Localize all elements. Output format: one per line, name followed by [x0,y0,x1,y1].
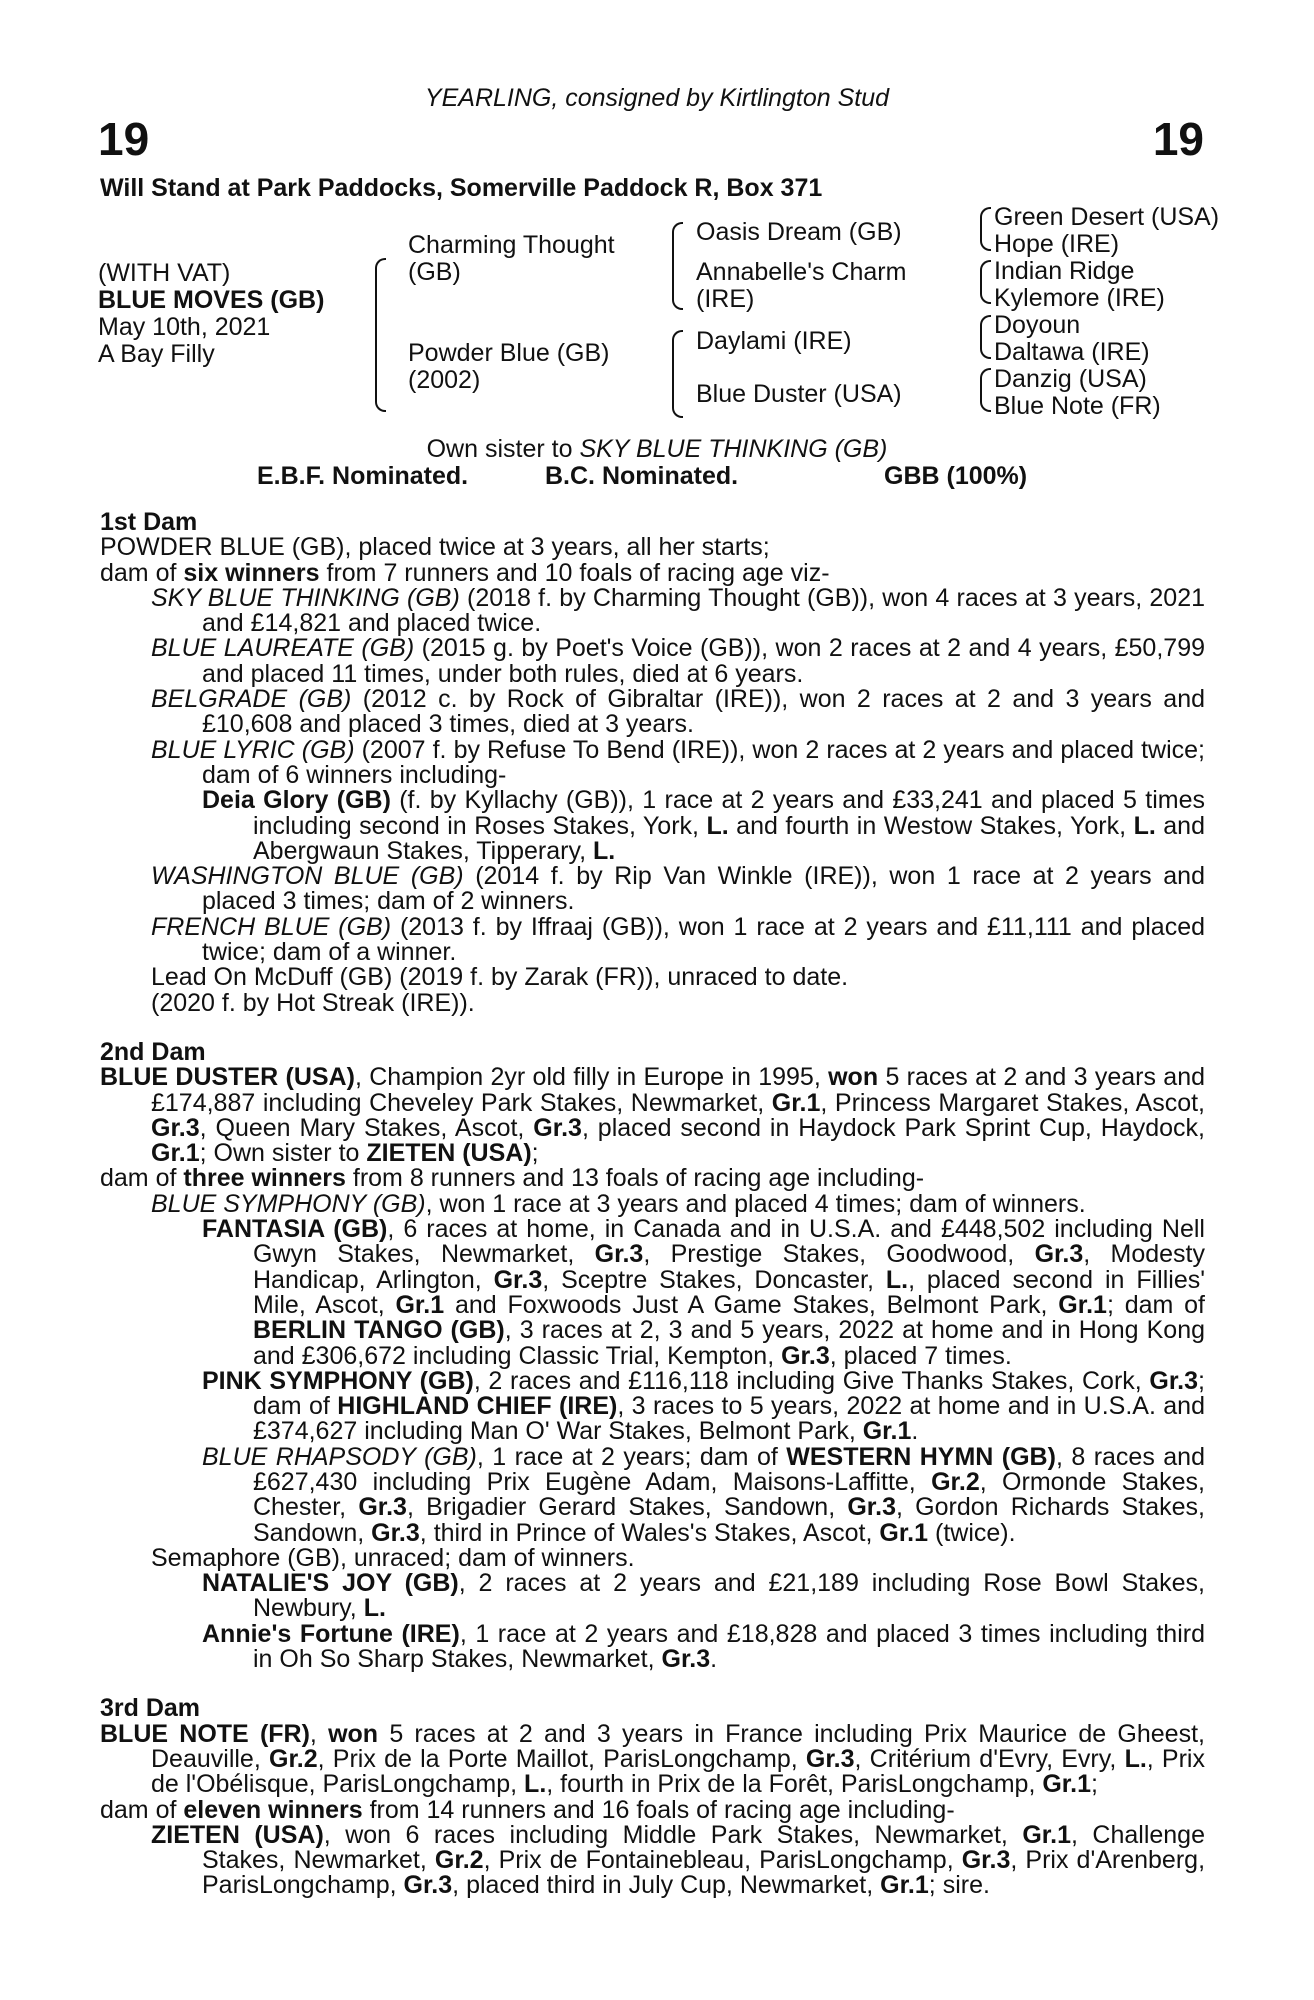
pedigree-brace-g4 [980,368,991,412]
catalogue-subtitle: YEARLING, consigned by Kirtlington Stud [424,84,890,112]
produce-blue-laureate: BLUE LAUREATE (GB) (2015 g. by Poet's Voice (GB)), won 2 races at 2 and 4 years, £50,799 and placed 11 times, under both rules, died at 6 years. [151,634,1205,688]
pedigree-dam-sire: Daylami (IRE) [696,327,852,355]
third-dam-blue-note: BLUE NOTE (FR), won 5 races at 2 and 3 years in France including Prix Maurice de Gheest, Deauville, Gr.2, Prix de la Porte Maillot, ParisLongchamp, Gr.3, Critérium d'Evry, Evry, L., Prix de l'Obélisque, ParisLongchamp, L., fourth in Prix de la Forêt, ParisLongchamp, Gr.1; [100,1719,1205,1799]
first-dam-produce-summary: dam of six winners from 7 runners and 10 foals of racing age viz- [100,558,830,587]
pedigree-gs4: Kylemore (IRE) [994,284,1165,312]
pedigree-brace-g1 [980,207,991,251]
pedigree-brace-dam [672,330,683,418]
produce-zieten: ZIETEN (USA), won 6 races including Middle Park Stakes, Newmarket, Gr.1, Challenge Stakes, Newmarket, Gr.2, Prix de Fontainebleau, ParisLongchamp, Gr.3, Prix d'Arenberg, ParisLongchamp, Gr.3, placed third in July Cup, Newmarket, Gr.1; sire. [151,1820,1206,1900]
foaling-date: May 10th, 2021 [98,313,271,341]
produce-semaphore: Semaphore (GB), unraced; dam of winners. [151,1543,635,1572]
first-dam-line: POWDER BLUE (GB), placed twice at 3 years, all her starts; [100,533,770,562]
lot-number-left: 19 [98,113,150,165]
pedigree-sire-sire: Oasis Dream (GB) [696,218,902,246]
bc-nomination: B.C. Nominated. [545,462,739,490]
third-dam-heading: 3rd Dam [100,1694,201,1723]
produce-deia-glory: Deia Glory (GB) (f. by Kyllachy (GB)), 1 race at 2 years and £33,241 and placed 5 times including second in Roses Stakes, York, L. and fourth in Westow Stakes, York, L. and Abergwaun Stakes, Tipperary, L. [202,786,1205,865]
pedigree-dam: Powder Blue (GB) (2002) [408,339,610,394]
third-dam-produce-summary: dam of eleven winners from 14 runners and 16 foals of racing age including- [100,1795,955,1824]
pedigree-gs2: Hope (IRE) [994,230,1120,258]
produce-annies-fortune: Annie's Fortune (IRE), 1 race at 2 years and £18,828 and placed 3 times including third in Oh So Sharp Stakes, Newmarket, Gr.3. [202,1619,1205,1674]
lot-number-right: 19 [1152,113,1204,165]
own-sister-note: Own sister to SKY BLUE THINKING (GB) [426,435,888,463]
pedigree-dam-dam: Blue Duster (USA) [696,380,902,408]
second-dam-heading: 2nd Dam [100,1037,206,1066]
vat-note: (WITH VAT) [98,259,231,287]
produce-lead-on-mcduff: Lead On McDuff (GB) (2019 f. by Zarak (FR)), unraced to date. [151,963,849,992]
pedigree-brace-g2 [980,260,991,304]
pedigree-sire: Charming Thought (GB) [408,231,615,286]
pedigree-brace-sire [672,222,683,310]
horse-name: BLUE MOVES (GB) [98,286,325,314]
produce-natalies-joy: NATALIE'S JOY (GB), 2 races at 2 years and £21,189 including Rose Bowl Stakes, Newbury, L. [202,1569,1205,1623]
second-dam-produce-summary: dam of three winners from 8 runners and 13 foals of racing age including- [100,1164,925,1193]
pedigree-brace-g3 [980,315,991,359]
horse-description: A Bay Filly [98,340,215,368]
catalogue-body [100,510,1205,1899]
pedigree-gs8: Blue Note (FR) [994,392,1161,420]
produce-pink-symphony: PINK SYMPHONY (GB), 2 races and £116,118 including Give Thanks Stakes, Cork, Gr.3; dam of HIGHLAND CHIEF (IRE), 3 races to 5 years, 2022 at home and in U.S.A. and £374,627 including Man O' War Stakes, Belmont Park, Gr.1. [202,1366,1205,1446]
produce-sky-blue-thinking: SKY BLUE THINKING (GB) (2018 f. by Charming Thought (GB)), won 4 races at 3 years, 2021 and £14,821 and placed twice. [151,583,1206,638]
produce-french-blue: FRENCH BLUE (GB) (2013 f. by Iffraaj (GB)), won 1 race at 2 years and £11,111 and placed twice; dam of a winner. [151,912,1206,967]
stand-location: Will Stand at Park Paddocks, Somerville Paddock R, Box 371 [100,174,823,202]
pedigree-gs7: Danzig (USA) [994,365,1147,393]
pedigree-gs6: Daltawa (IRE) [994,338,1150,366]
produce-fantasia: FANTASIA (GB), 6 races at home, in Canada and in U.S.A. and £448,502 including Nell Gwyn Stakes, Newmarket, Gr.3, Prestige Stakes, Goodwood, Gr.3, Modesty Handicap, Arlington, Gr.3, Sceptre Stakes, Doncaster, L., placed second in Fillies' Mile, Ascot, Gr.1 and Foxwoods Just A Game Stakes, Belmont Park, Gr.1; dam of BERLIN TANGO (GB), 3 races at 2, 3 and 5 years, 2022 at home and in Hong Kong and £306,672 including Classic Trial, Kempton, Gr.3, placed 7 times. [202,1215,1206,1370]
gbb-status: GBB (100%) [884,462,1028,490]
produce-belgrade: BELGRADE (GB) (2012 c. by Rock of Gibraltar (IRE)), won 2 races at 2 and 3 years and £10,608 and placed 3 times, died at 3 years. [151,685,1205,739]
pedigree-gs3: Indian Ridge [994,257,1135,285]
pedigree-gs5: Doyoun [994,311,1081,339]
produce-blue-lyric: BLUE LYRIC (GB) (2007 f. by Refuse To Bend (IRE)), won 2 races at 2 years and placed twice; dam of 6 winners including- [151,735,1205,789]
pedigree-brace-main [375,258,386,412]
ebf-nomination: E.B.F. Nominated. [257,462,469,490]
produce-washington-blue: WASHINGTON BLUE (GB) (2014 f. by Rip Van Winkle (IRE)), won 1 race at 2 years and placed 3 times; dam of 2 winners. [151,862,1205,916]
pedigree-sire-dam: Annabelle's Charm (IRE) [696,258,907,313]
produce-blue-symphony: BLUE SYMPHONY (GB), won 1 race at 3 years and placed 4 times; dam of winners. [151,1189,1086,1218]
pedigree-gs1: Green Desert (USA) [994,203,1220,231]
produce-2020-filly: (2020 f. by Hot Streak (IRE)). [151,988,475,1017]
second-dam-blue-duster: BLUE DUSTER (USA), Champion 2yr old filly in Europe in 1995, won 5 races at 2 and 3 years and £174,887 including Cheveley Park Stakes, Newmarket, Gr.1, Princess Margaret Stakes, Ascot, Gr.3, Queen Mary Stakes, Ascot, Gr.3, placed second in Haydock Park Sprint Cup, Haydock, Gr.1; Own sister to ZIETEN (USA); [100,1063,1205,1168]
produce-blue-rhapsody: BLUE RHAPSODY (GB), 1 race at 2 years; dam of WESTERN HYMN (GB), 8 races and £627,430 including Prix Eugène Adam, Maisons-Laffitte, Gr.2, Ormonde Stakes, Chester, Gr.3, Brigadier Gerard Stakes, Sandown, Gr.3, Gordon Richards Stakes, Sandown, Gr.3, third in Prince of Wales's Stakes, Ascot, Gr.1 (twice). [202,1442,1205,1547]
first-dam-heading: 1st Dam [100,508,198,536]
